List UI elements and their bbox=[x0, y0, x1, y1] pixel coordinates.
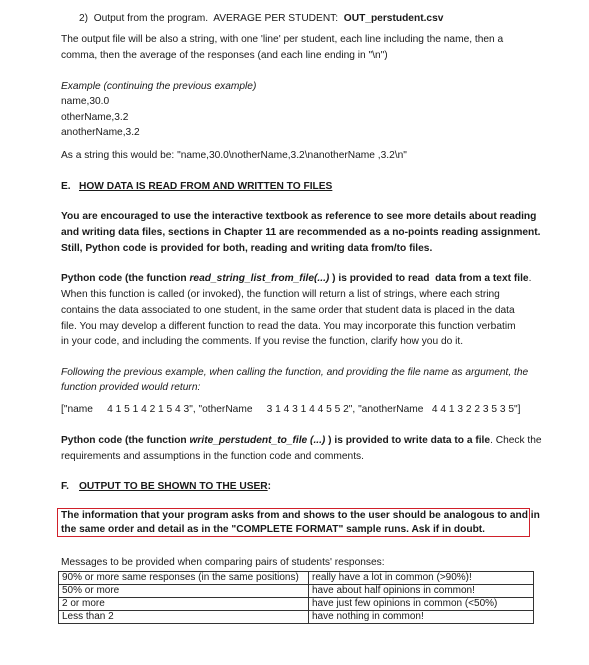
table-cell-threshold: Less than 2 bbox=[59, 611, 309, 624]
table-row bbox=[59, 598, 534, 611]
callout-line-1: The information that your program asks from and shows to the user should be analogous to and in bbox=[61, 510, 540, 521]
read-desc-line-4: in your code, and including the comments. If you revise the function, clarify how you do it. bbox=[61, 336, 464, 347]
section-e-heading: HOW DATA IS READ FROM AND WRITTEN TO FILES bbox=[79, 181, 333, 192]
example-line-2: otherName,3.2 bbox=[61, 112, 129, 123]
table-row bbox=[59, 585, 534, 598]
write-intro-end: . Check the bbox=[490, 435, 542, 446]
textbook-para-line-3: Still, Python code is provided for both, reading and writing data from/to files. bbox=[61, 243, 433, 254]
section-f-label: F. bbox=[61, 481, 69, 492]
example-title: Example (continuing the previous example) bbox=[61, 81, 257, 92]
write-intro-before: Python code (the function bbox=[61, 435, 190, 446]
section-f-heading-colon: : bbox=[267, 481, 272, 492]
section-2-heading-text: 2) Output from the program. AVERAGE PER STUDENT: bbox=[79, 13, 344, 24]
table-row bbox=[59, 611, 534, 624]
comparison-table bbox=[58, 571, 534, 624]
table-cell-threshold: 90% or more same responses (in the same positions) bbox=[59, 572, 309, 585]
following-line-1: Following the previous example, when calling the function, and providing the file name as argument, the bbox=[61, 367, 529, 378]
desc-line-1: The output file will be also a string, with one 'line' per student, each line including the name, then a bbox=[61, 34, 504, 45]
table-cell-message: really have a lot in common (>90%)! bbox=[309, 572, 534, 585]
following-line-2: function provided would return: bbox=[61, 382, 201, 393]
table-row bbox=[59, 572, 534, 585]
section-2-heading bbox=[79, 12, 443, 25]
write-function-name: write_perstudent_to_file (...) bbox=[189, 435, 326, 446]
string-example-line: As a string this would be: "name,30.0\notherName,3.2\nanotherName ,3.2\n" bbox=[61, 150, 407, 161]
table-cell-message: have just few opinions in common (<50%) bbox=[309, 598, 534, 611]
table-cell-threshold: 2 or more bbox=[59, 598, 309, 611]
read-desc-line-2: contains the data associated to one student, in the same order that student data is placed in the data bbox=[61, 305, 515, 316]
table-cell-threshold: 50% or more bbox=[59, 585, 309, 598]
read-function-name: read_string_list_from_file(...) bbox=[189, 273, 330, 284]
read-intro-before: Python code (the function bbox=[61, 273, 190, 284]
return-value-line: ["name 4 1 5 1 4 2 1 5 4 3", "otherName 3 1 4 3 1 4 4 5 5 2", "anotherName 4 4 1 3 2 2 3 5 3 5"] bbox=[61, 404, 521, 415]
write-desc-line-2: requirements and assumptions in the function code and comments. bbox=[61, 451, 364, 462]
read-desc-line-1: When this function is called (or invoked), the function will return a list of strings, where each string bbox=[61, 289, 500, 300]
write-intro-after: ) is provided to write data to a file bbox=[325, 435, 491, 446]
table-cell-message: have nothing in common! bbox=[309, 611, 534, 624]
section-f-heading-text: OUTPUT TO BE SHOWN TO THE USER bbox=[79, 481, 268, 492]
read-function-intro bbox=[61, 272, 531, 285]
output-filename: OUT_perstudent.csv bbox=[343, 13, 444, 24]
read-intro-after: ) is provided to read data from a text file bbox=[329, 273, 529, 284]
section-f-heading bbox=[79, 480, 271, 493]
callout-line-2: the same order and detail as in the "COMPLETE FORMAT" sample runs. Ask if in doubt. bbox=[61, 524, 486, 535]
table-cell-message: have about half opinions in common! bbox=[309, 585, 534, 598]
write-function-intro bbox=[61, 434, 542, 447]
read-desc-line-3: file. You may develop a different function to read the data. You may incorporate this function verbatim bbox=[61, 321, 516, 332]
textbook-para-line-1: You are encouraged to use the interactive textbook as reference to see more details about reading bbox=[61, 211, 537, 222]
example-line-3: anotherName,3.2 bbox=[61, 127, 140, 138]
desc-line-2: comma, then the average of the responses (and each line ending in "\n") bbox=[61, 50, 388, 61]
callout-box bbox=[57, 508, 540, 537]
section-e-label: E. bbox=[61, 181, 71, 192]
example-line-1: name,30.0 bbox=[61, 96, 110, 107]
textbook-para-line-2: and writing data files, sections in Chapter 11 are recommended as a no-points reading assignment. bbox=[61, 227, 541, 238]
read-intro-end: . bbox=[528, 273, 532, 284]
messages-intro: Messages to be provided when comparing pairs of students' responses: bbox=[61, 557, 385, 568]
